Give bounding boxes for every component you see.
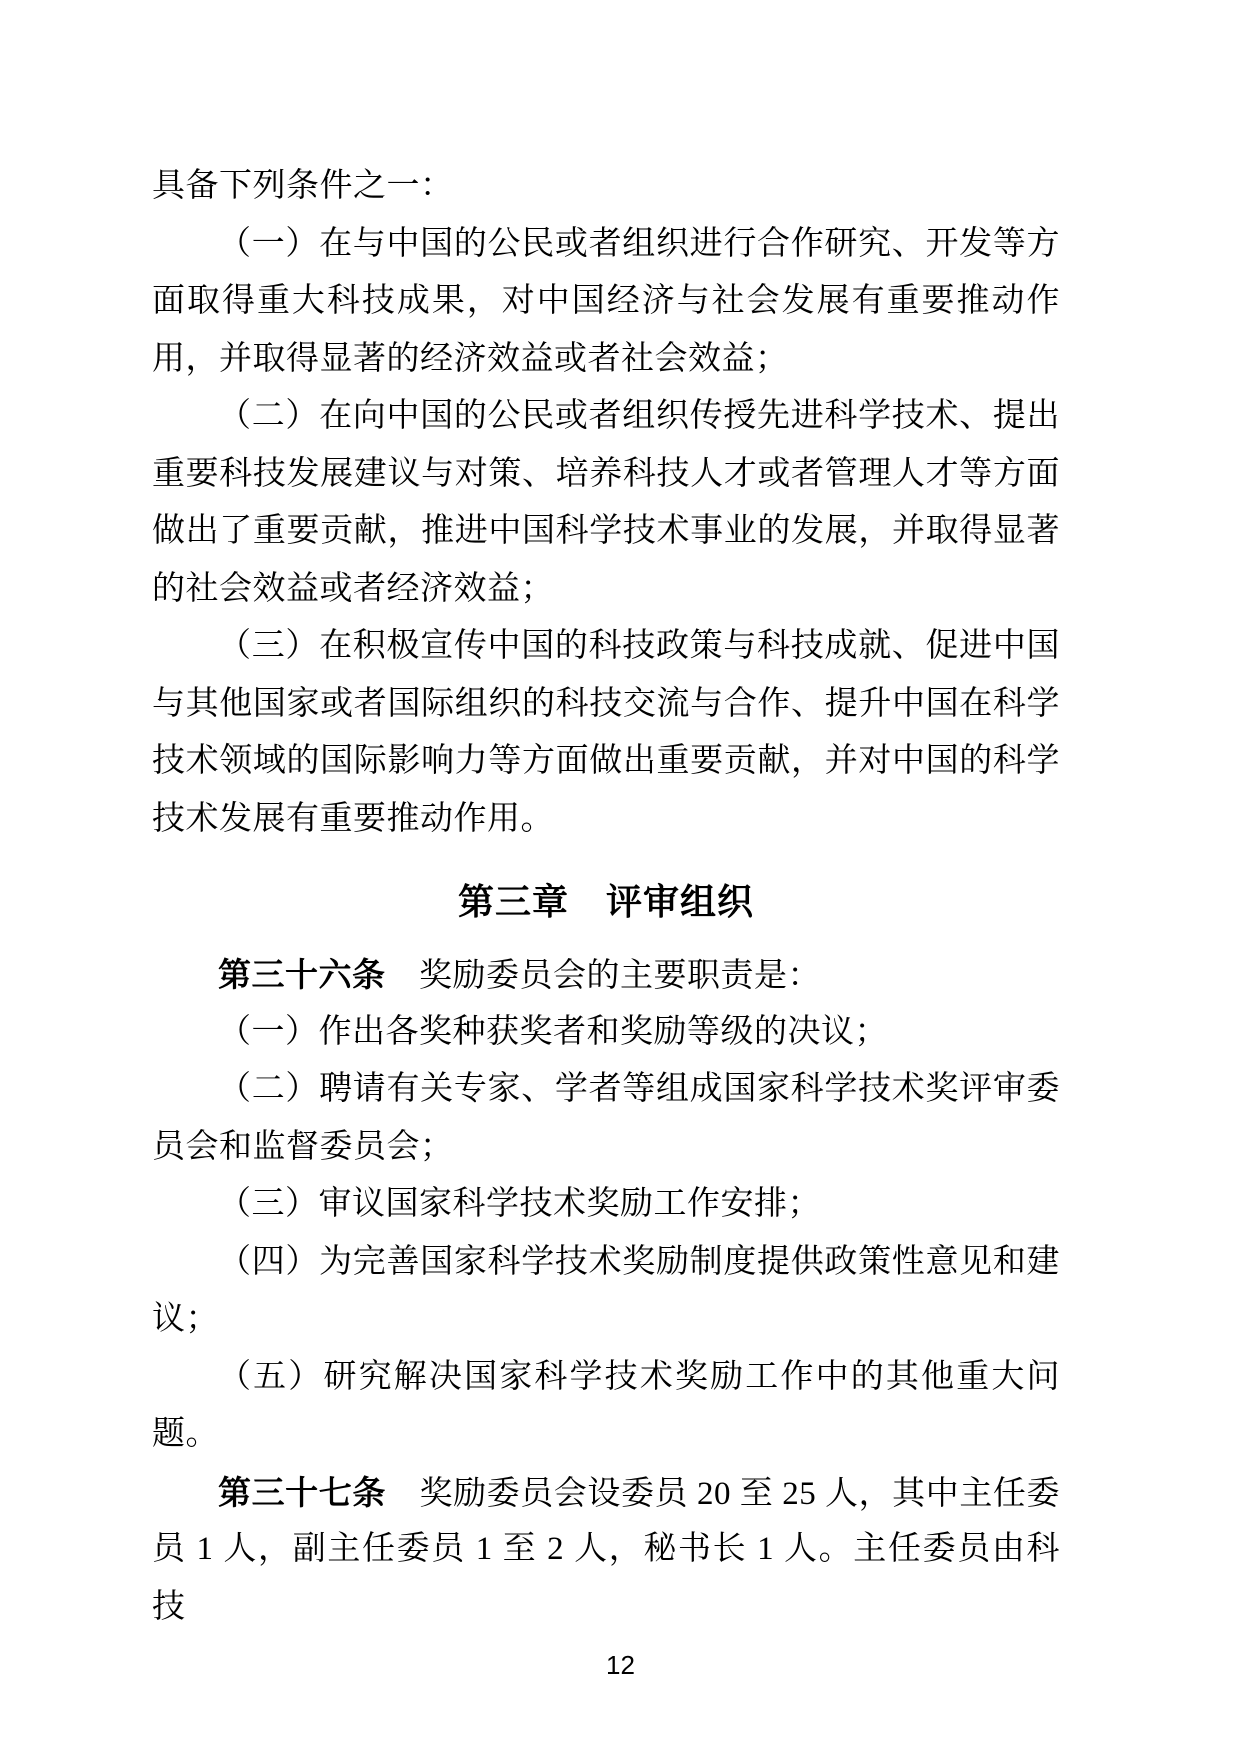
text-line <box>152 1406 1060 1464</box>
text-line <box>152 946 1060 1004</box>
text-line <box>152 1004 1060 1062</box>
text-segment: （二）在向中国的公民或者组织传授先进科学技术、提出 <box>218 398 1060 434</box>
text-segment: 做出了重要贡献，推进中国科学技术事业的发展，并取得显著 <box>152 513 1060 549</box>
text-line <box>152 561 1060 619</box>
text-segment: 面取得重大科技成果，对中国经济与社会发展有重要推动作 <box>152 283 1060 319</box>
text-line <box>152 331 1060 389</box>
text-segment: 与其他国家或者国际组织的科技交流与合作、提升中国在科学 <box>152 685 1060 722</box>
text-segment: （三）在积极宣传中国的科技政策与科技成就、促进中国 <box>218 628 1060 664</box>
text-segment: 奖励委员会设委员 20 至 25 人，其中主任委 <box>385 1475 1061 1512</box>
text-segment: 技术领域的国际影响力等方面做出重要贡献，并对中国的科学 <box>152 743 1060 779</box>
page-footer <box>0 1648 1241 1682</box>
text-line <box>152 1119 1060 1177</box>
text-segment: （一）作出各奖种获奖者和奖励等级的决议； <box>218 1013 888 1050</box>
text-line <box>152 791 1060 849</box>
article-number-bold: 第三十七条 <box>218 1473 386 1511</box>
text-segment: （三）审议国家科学技术奖励工作安排； <box>218 1186 821 1222</box>
text-line <box>152 733 1060 791</box>
text-line <box>152 1234 1060 1292</box>
text-line <box>152 158 1060 216</box>
text-segment: （四）为完善国家科学技术奖励制度提供政策性意见和建 <box>218 1243 1060 1280</box>
text-segment: 议； <box>152 1301 219 1337</box>
text-segment: 题。 <box>152 1416 219 1452</box>
text-line <box>152 1291 1060 1349</box>
text-line <box>152 1061 1060 1119</box>
text-segment: （一）在与中国的公民或者组织进行合作研究、开发等方 <box>218 225 1060 262</box>
text-segment: 奖励委员会的主要职责是： <box>385 958 821 994</box>
chapter-heading <box>152 872 1060 932</box>
text-line <box>152 1464 1060 1522</box>
document-body <box>152 158 1061 1625</box>
text-segment: 具备下列条件之一： <box>152 168 454 204</box>
text-line <box>152 1521 1060 1625</box>
article-number-bold: 第三章 评审组织 <box>457 881 754 922</box>
text-segment: （五）研究解决国家科学技术奖励工作中的其他重大问 <box>218 1358 1060 1395</box>
text-segment: 用，并取得显著的经济效益或者社会效益； <box>152 340 789 377</box>
text-line <box>152 1176 1060 1234</box>
text-line <box>152 1349 1060 1407</box>
text-line <box>152 503 1060 561</box>
text-line <box>152 216 1060 274</box>
page-number: 12 <box>606 1650 635 1680</box>
text-segment: （二）聘请有关专家、学者等组成国家科学技术奖评审委 <box>218 1071 1060 1107</box>
text-segment: 重要科技发展建议与对策、培养科技人才或者管理人才等方面 <box>152 455 1060 492</box>
text-segment: 的社会效益或者经济效益； <box>152 570 554 607</box>
text-line <box>152 388 1060 446</box>
text-line <box>152 618 1060 676</box>
text-segment: 员 1 人，副主任委员 1 至 2 人，秘书长 1 人。主任委员由科技 <box>152 1531 1060 1625</box>
text-segment: 技术发展有重要推动作用。 <box>152 800 554 837</box>
text-line <box>152 446 1060 504</box>
text-segment: 员会和监督委员会； <box>152 1128 454 1165</box>
text-line <box>152 273 1060 331</box>
article-number-bold: 第三十六条 <box>218 956 386 993</box>
text-line <box>152 676 1060 734</box>
